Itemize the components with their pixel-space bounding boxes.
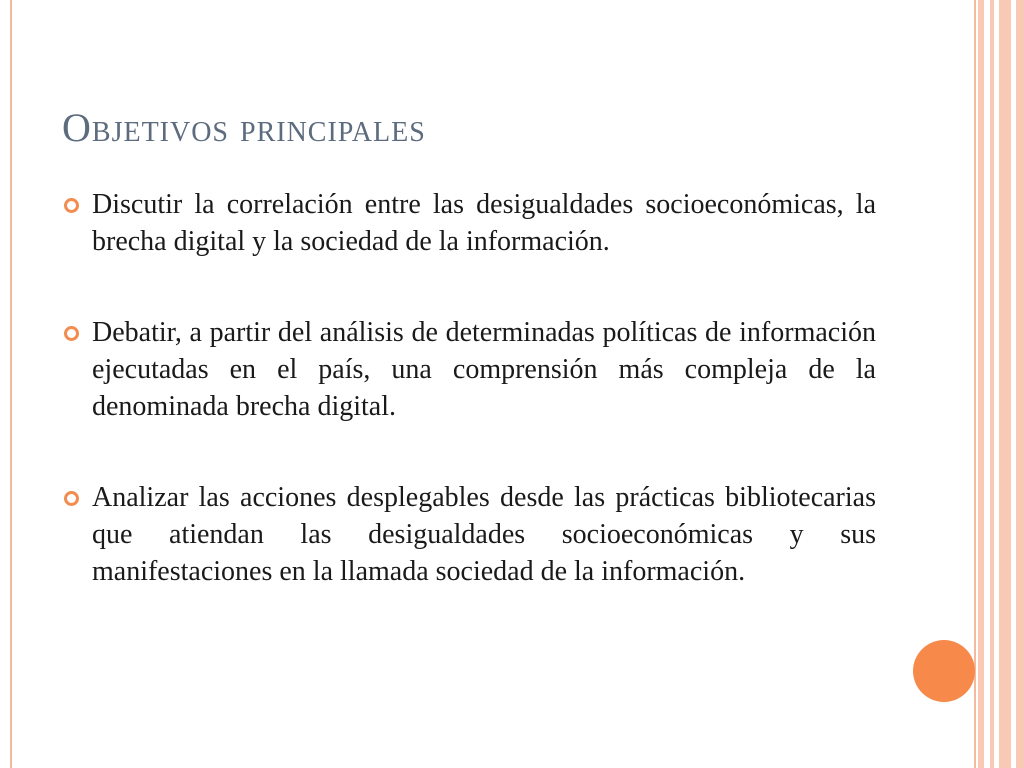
bullet-circle-icon (64, 491, 79, 506)
bullet-text: Debatir, a partir del análisis de determinadas políticas de información ejecutadas en el país, una comprensión más compleja de la denominada brecha digital. (92, 317, 876, 422)
decorative-stripe (978, 0, 984, 768)
bullet-item (62, 186, 876, 260)
decorative-stripe (990, 0, 994, 768)
decorative-circle (913, 640, 975, 702)
decorative-stripe (1016, 0, 1024, 768)
bullet-text: Discutir la correlación entre las desigualdades socioeconómicas, la brecha digital y la sociedad de la información. (92, 189, 876, 257)
bullet-text: Analizar las acciones desplegables desde las prácticas bibliotecarias que atiendan las desigualdades socioeconómicas y sus manifestaciones en la llamada sociedad de la información. (92, 482, 876, 587)
bullet-circle-icon (64, 198, 79, 213)
bullet-list (62, 186, 876, 644)
bullet-item (62, 479, 876, 590)
bullet-circle-icon (64, 326, 79, 341)
bullet-item (62, 314, 876, 425)
slide-title: Objetivos principales (62, 105, 426, 150)
decorative-stripe (999, 0, 1011, 768)
